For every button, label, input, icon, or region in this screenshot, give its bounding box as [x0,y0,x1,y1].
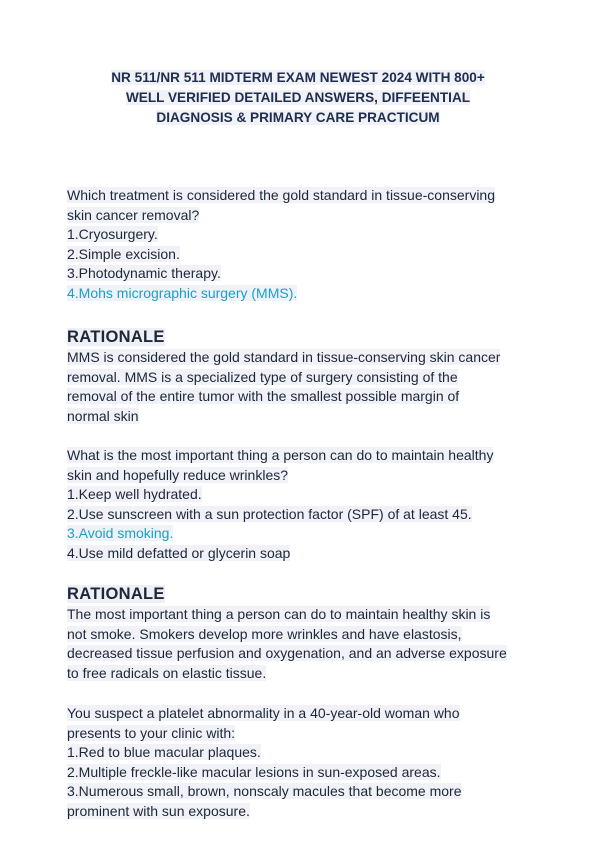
rationale-line: MMS is considered the gold standard in tissue-conserving skin cancer [67,349,501,365]
option: 2.Use sunscreen with a sun protection factor (SPF) of at least 45. [67,505,472,522]
option: 1.Keep well hydrated. [67,486,202,503]
option: 1.Cryosurgery. [67,226,158,243]
option: 1.Red to blue macular plaques. [67,744,261,761]
option: 3.Photodynamic therapy. [67,265,221,282]
question-stem: skin cancer removal? [67,206,200,223]
rationale-line: decreased tissue perfusion and oxygenation, and an adverse exposure [67,645,507,662]
option: 2.Multiple freckle-like macular lesions in sun-exposed areas. [67,763,441,780]
question-2 [67,446,537,564]
question-stem: Which treatment is considered the gold standard in tissue-conserving [67,187,495,203]
title-line: WELL VERIFIED DETAILED ANSWERS, DIFFEENTIAL [125,90,471,105]
question-1 [67,186,537,304]
rationale-heading: RATIONALE [67,585,165,603]
title-line: NR 511/NR 511 MIDTERM EXAM NEWEST 2024 WITH 800+ [111,70,485,85]
question-stem: skin and hopefully reduce wrinkles? [67,466,289,483]
correct-option: 4.Mohs micrographic surgery (MMS). [67,284,298,301]
option: 2.Simple excision. [67,245,180,262]
correct-option: 3.Avoid smoking. [67,525,174,542]
title-line: DIAGNOSIS & PRIMARY CARE PRACTICUM [156,110,440,125]
question-stem: What is the most important thing a person can do to maintain healthy [67,447,494,463]
option: 4.Use mild defatted or glycerin soap [67,544,291,561]
rationale-line: to free radicals on elastic tissue. [67,664,267,681]
question-stem: You suspect a platelet abnormality in a 40-year-old woman who [67,705,460,721]
rationale-line: normal skin [67,407,139,424]
option: 3.Numerous small, brown, nonscaly macules that become more [67,783,462,800]
rationale-line: not smoke. Smokers develop more wrinkles and have elastosis, [67,625,462,642]
rationale-line: removal of the entire tumor with the smallest possible margin of [67,388,460,405]
rationale-line: The most important thing a person can do to maintain healthy skin is [67,606,491,622]
rationale-2 [67,605,537,683]
option-continuation: prominent with sun exposure. [67,802,250,819]
question-3 [67,704,537,822]
rationale-1 [67,348,537,426]
rationale-line: removal. MMS is a specialized type of surgery consisting of the [67,368,458,385]
question-stem: presents to your clinic with: [67,724,236,741]
rationale-heading: RATIONALE [67,328,165,346]
document-title [60,68,536,128]
